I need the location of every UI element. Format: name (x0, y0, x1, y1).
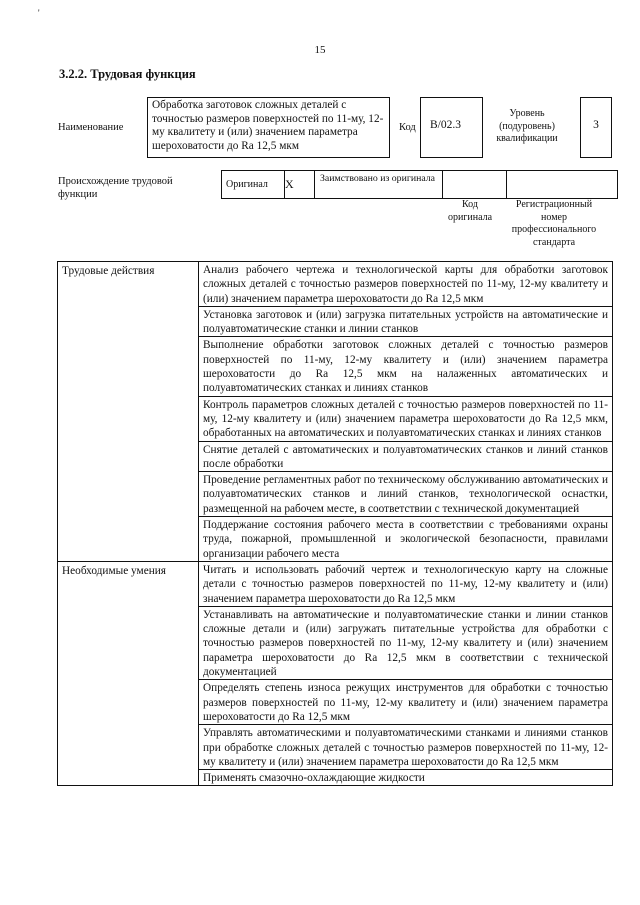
category-label: Необходимые умения (58, 561, 199, 785)
borrowed-label: Заимствовано из оригинала (315, 171, 443, 199)
table-cell-item: Снятие деталей с автоматических и полуавтоматических станков и линий станков после обработки (199, 441, 613, 472)
table-cell-item: Анализ рабочего чертежа и технологической карты для обработки заготовок сложных деталей с точностью размеров поверхностей по 11-му, 12-му квалитету и (или) значением параметра шероховатости до Ra 12,5 мкм (199, 262, 613, 307)
category-label: Трудовые действия (58, 262, 199, 562)
table-row (58, 262, 613, 307)
registration-number-cell (507, 171, 618, 199)
page-number: 15 (314, 44, 326, 56)
table-cell-item: Выполнение обработки заготовок сложных деталей с точностью размеров поверхностей по 11-му, 12-му квалитету и (или) значением параметра шероховатости до Ra 12,5 мкм на налаженных автоматических и полуавтоматических станках и линиях станков (199, 337, 613, 396)
function-details-table (57, 261, 613, 786)
original-label: Оригинал (222, 171, 285, 199)
qualification-level-value: 3 (580, 97, 612, 158)
table-cell-item: Читать и использовать рабочий чертеж и технологическую карту на сложные детали с точностью размеров поверхностей по 11-му, 12-му квалитету и (или) значением параметра шероховатости до Ra 12,5 мкм (199, 561, 613, 606)
table-cell-item: Управлять автоматическими и полуавтоматическими станками и линиями станков при обработке сложных деталей с точностью размеров поверхностей по 11-му, 12-му квалитету и (или) значением параметра шероховатости до Ra 12,5 мкм (199, 725, 613, 770)
scan-mark: ' (38, 8, 40, 18)
table-cell-item: Устанавливать на автоматические и полуавтоматические станки и линии станков сложные детали и (или) загружать питательные устройства для обработки с точностью размеров поверхностей по 11-му, 12-му квалитету и (или) значением параметра шероховатости до Ra 12,5 мкм в соответствии с технической документацией (199, 606, 613, 679)
table-cell-item: Проведение регламентных работ по техническому обслуживанию автоматических и полуавтоматических станков и линий станков, технологической оснастки, размещенной на рабочем месте, в соответствии с технической документацией (199, 472, 613, 517)
code-label: Код (399, 122, 416, 133)
origin-label: Происхождение трудовой функции (58, 176, 173, 200)
table-cell-item: Поддержание состояния рабочего места в соответствии с требованиями охраны труда, пожарной, промышленной и экологической безопасности, правилами организации рабочего места (199, 517, 613, 562)
section-title: 3.2.2. Трудовая функция (59, 67, 196, 81)
table-cell-item: Установка заготовок и (или) загрузка питательных устройств на автоматические и полуавтоматические станки и линии станков (199, 306, 613, 337)
table-row (58, 561, 613, 606)
registration-number-label: Регистрационный номер профессионального стандарта (511, 199, 597, 248)
qualification-level-label: Уровень (подуровень) квалификации (496, 108, 558, 144)
table-cell-item: Применять смазочно-охлаждающие жидкости (199, 770, 613, 786)
function-code-value: B/02.3 (420, 97, 483, 158)
original-code-label: Код оригинала (447, 199, 493, 223)
function-name-value: Обработка заготовок сложных деталей с точностью размеров поверхностей по 11-му, 12-му квалитету и (или) значением параметра шероховатости до Ra 12,5 мкм (147, 97, 390, 158)
origin-table (221, 170, 618, 199)
name-label: Наименование (58, 122, 124, 133)
table-cell-item: Контроль параметров сложных деталей с точностью размеров поверхностей по 11-му, 12-му квалитету и (или) значением параметра шероховатости до Ra 12,5 мкм, обработанных на автоматических и полуавтоматических станках и линиях станков (199, 396, 613, 441)
table-cell-item: Определять степень износа режущих инструментов для обработки с точностью размеров поверхностей по 11-му, 12-му квалитету и (или) значением параметра шероховатости до Ra 12,5 мкм (199, 680, 613, 725)
original-mark: X (285, 171, 315, 199)
original-code-cell (443, 171, 507, 199)
